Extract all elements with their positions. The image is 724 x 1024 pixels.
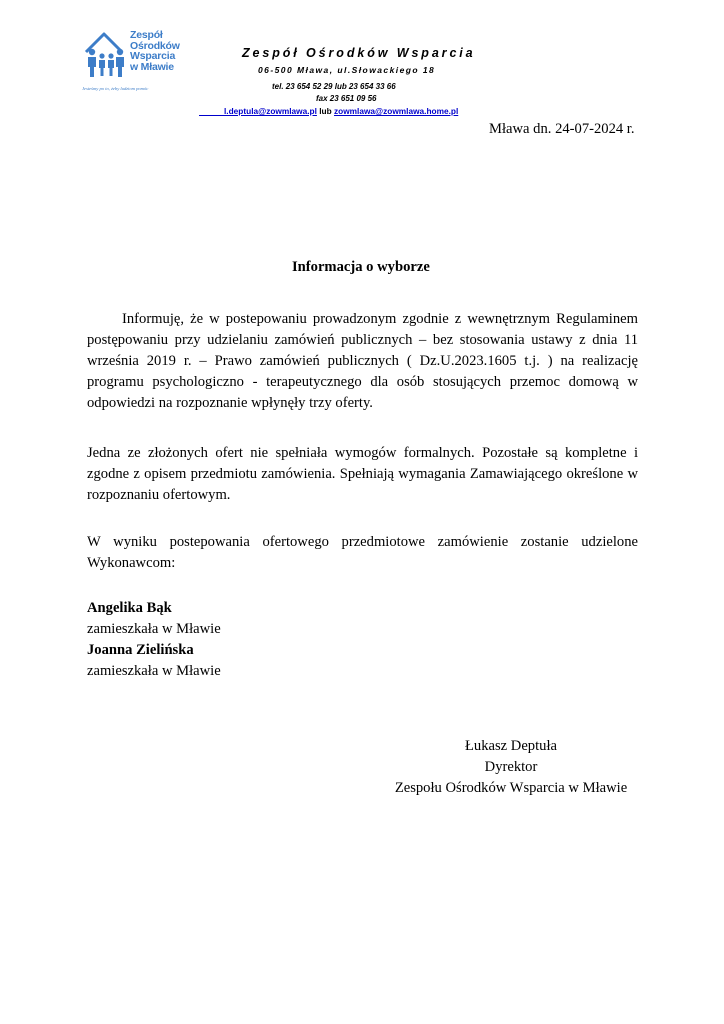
contractor-name: Angelika Bąk <box>87 600 172 616</box>
signature-block <box>390 736 632 799</box>
logo-line-3: Wsparcia <box>130 50 176 62</box>
signatory-name: Łukasz Deptuła <box>465 738 557 754</box>
contractors-list <box>87 598 387 682</box>
contractor-residence: zamieszkała w Mławie <box>87 621 221 637</box>
paragraph-1-text: Informuję, że w postepowaniu prowadzonym zgodnie z wewnętrznym Regulaminem postępowaniu przy udzielaniu zamówień publicznych – bez stosowania ustawy z dnia 11 września 2019 r. – Prawo zamówień publicznych ( Dz.U.2023.1605 t.j. ) na realizację programu psychologiczno - terapeutycznego dla osób stosujących przemoc domową w odpowiedzi na rozpoznanie wpłynęły trzy oferty. <box>87 311 638 411</box>
letterhead-fax: fax 23 651 09 56 <box>316 94 377 103</box>
logo-line-2: Ośrodków <box>130 39 180 52</box>
contractor-residence: zamieszkała w Mławie <box>87 663 221 679</box>
organization-logo <box>82 30 194 100</box>
letterhead-phone: tel. 23 654 52 29 lub 23 654 33 66 <box>272 82 396 91</box>
paragraph-3: W wyniku postepowania ofertowego przedmiotowe zamówienie zostanie udzielone Wykonawcom: <box>87 534 638 571</box>
logo-line-4: w Mławie <box>130 60 174 73</box>
family-house-icon <box>82 30 130 80</box>
paragraph-1 <box>87 309 638 414</box>
letterhead-emails <box>199 106 458 116</box>
email-link-director[interactable]: l.deptula@zowmlawa.pl <box>224 106 317 116</box>
document-title: Informacja o wyborze <box>292 259 430 275</box>
signatory-position: Dyrektor <box>484 759 538 775</box>
logo-line-1: Zespół <box>130 29 163 41</box>
email-separator: lub <box>316 106 334 116</box>
paragraph-2: Jedna ze złożonych ofert nie spełniała wymogów formalnych. Pozostałe są kompletne i zgodne z opisem przedmiotu zamówienia. Spełniają wymagania Zamawiającego określone w rozpoznaniu ofertowym. <box>87 445 638 503</box>
signatory-organization: Zespołu Ośrodków Wsparcia w Mławie <box>394 780 628 796</box>
email-underline-decoration <box>199 106 224 116</box>
email-link-office[interactable]: zowmlawa@zowmlawa.home.pl <box>333 106 459 116</box>
contractor-name: Joanna Zielińska <box>87 642 194 658</box>
logo-motto: Jesteśmy po to, żeby ludziom pomóc <box>82 86 149 91</box>
letterhead-address: 06-500 Mława, ul.Słowackiego 18 <box>258 65 436 75</box>
document-date: Mława dn. 24-07-2024 r. <box>489 121 635 137</box>
letterhead-org-name: Zespół Ośrodków Wsparcia <box>242 46 476 60</box>
logo-wordmark <box>130 30 180 72</box>
